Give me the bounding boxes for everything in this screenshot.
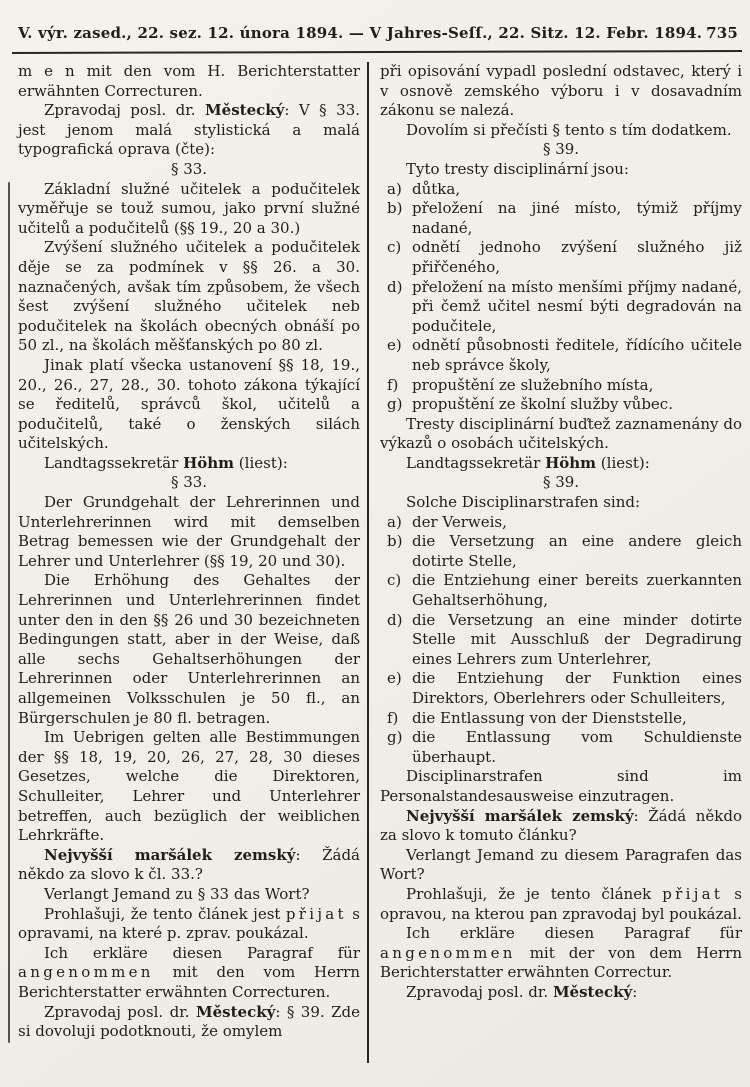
list-item (380, 611, 742, 670)
text-segment: Základní služné učitelek a podučitelek vyměřuje se touž sumou, jako první služné učitelů a podučitelů (§§ 19., 20 a 30.) (18, 179, 360, 237)
scan-edge-artifact (8, 182, 10, 1043)
text-segment: s opravou, na kterou pan zpravodaj byl poukázal. (380, 884, 743, 923)
section-heading (18, 473, 360, 493)
list-item-text: propuštění ze školní služby vůbec. (412, 395, 673, 414)
paragraph (18, 885, 360, 905)
list-marker: b) (387, 199, 403, 218)
list-marker: a) (387, 179, 402, 198)
text-segment: přijat (285, 904, 347, 923)
page-number: 735 (706, 24, 738, 42)
right-column (369, 62, 742, 1063)
paragraph (380, 121, 742, 141)
text-segment: Die Erhöhung des Gehaltes der Lehrerinnen und Unterlehrerinnen findet unter den in den §§ 26 und 30 bezeichneten Bedingungen statt, aber in der Weise, daß alle sechs Gehaltserhöhungen der Lehrerinnen oder Unterlehrerinnen an allgemeinen Volksschulen je 50 fl., an Bürgerschulen je 80 fl. betragen. (18, 571, 360, 727)
list-marker: a) (387, 512, 402, 531)
speaker-name: Městecký (552, 982, 633, 1001)
list-item-text: die Entziehung einer bereits zuerkannten Gehaltserhöhung, (412, 571, 742, 610)
text-segment: Dovolím si přečísti § tento s tím dodatkem. (406, 120, 732, 139)
list-marker: e) (387, 336, 402, 355)
list-item (380, 336, 742, 375)
text-segment: Jinak platí všecka ustanovení §§ 18, 19., 20., 26., 27, 28., 30. tohoto zákona týkající se ředitelů, správců škol, učitelů a podučitelů, také o ženských silách učitelských. (18, 355, 360, 453)
speaker-name: Höhm (183, 453, 235, 472)
list-item (380, 238, 742, 277)
text-segment: (liest): (234, 453, 288, 472)
text-segment: s opravami, na které p. zprav. poukázal. (18, 904, 360, 943)
speech-paragraph (18, 1003, 360, 1042)
list-item-text: die Entlassung von der Dienststelle, (412, 708, 687, 727)
text-segment: : (632, 982, 638, 1001)
text-segment: Ich erkläre diesen Paragraf für (44, 943, 360, 962)
section-heading (18, 160, 360, 180)
paragraph (18, 238, 360, 356)
text-segment: Disciplinarstrafen sind im Personalstandesausweise einzutragen. (380, 767, 742, 805)
text-segment: Tyto tresty disciplinární jsou: (406, 159, 629, 178)
paragraph (380, 924, 742, 983)
text-segment: Der Grundgehalt der Lehrerinnen und Unterlehrerinnen wird mit demselben Betrag bemessen wie der Grundgehalt der Lehrer und Unterlehrer (§§ 19, 20 und 30). (18, 493, 360, 570)
section-heading (380, 140, 742, 160)
section-heading-text: § 33. (170, 473, 208, 492)
speaker-name: Höhm (545, 453, 597, 472)
list-item-text: odnětí působnosti ředitele, řídícího učitele neb správce školy, (412, 336, 742, 374)
list-item-text: die Entlassung vom Schuldienste überhaupt. (412, 728, 742, 766)
list-marker: f) (387, 375, 399, 394)
ordered-list (380, 513, 742, 768)
list-item-text: die Entziehung der Funktion eines Direktors, Oberlehrers oder Schulleiters, (412, 669, 742, 707)
list-item (380, 728, 742, 767)
list-item-text: der Verweis, (412, 512, 507, 531)
paragraph (18, 356, 360, 454)
text-segment: Verlangt Jemand zu § 33 das Wort? (44, 884, 310, 903)
paragraph (18, 180, 360, 239)
list-item (380, 709, 742, 729)
paragraph (18, 571, 360, 728)
text-segment: Landtagssekretär (406, 453, 546, 472)
speech-paragraph (18, 101, 360, 160)
paragraph (18, 493, 360, 571)
list-item-text: die Versetzung an eine andere gleich dotirte Stelle, (412, 532, 742, 570)
speaker-name: Nejvyšší maršálek zemský (406, 806, 634, 825)
text-segment: : Žádá někdo za slovo k čl. 33.? (18, 845, 360, 884)
list-marker: e) (387, 669, 402, 688)
paragraph (18, 62, 360, 101)
speech-paragraph (380, 454, 742, 474)
list-item (380, 571, 742, 610)
list-marker: d) (387, 610, 403, 629)
speaker-name: Městecký (196, 1002, 276, 1021)
text-segment: Zpravodaj posl. dr. (44, 101, 206, 120)
section-heading-text: § 39. (542, 473, 580, 492)
list-marker: b) (387, 532, 403, 551)
section-heading (380, 473, 742, 493)
left-column (18, 62, 367, 1063)
speech-paragraph (380, 807, 742, 846)
text-segment: Landtagssekretär (44, 453, 184, 472)
paragraph (380, 160, 742, 180)
speaker-name: Městecký (205, 101, 285, 120)
section-heading-text: § 39. (542, 140, 580, 159)
text-segment: m e n mit den vom H. Berichterstatter erwähnten Correcturen. (18, 62, 360, 100)
list-marker: d) (387, 277, 403, 296)
paragraph (18, 905, 360, 944)
paragraph (380, 846, 742, 885)
paragraph (380, 415, 742, 454)
list-item-text: odnětí jednoho zvýšení služného již přiřčeného, (412, 238, 742, 276)
page-header (18, 24, 738, 42)
text-segment: Solche Disciplinarstrafen sind: (406, 493, 641, 512)
text-segment: angenommen (18, 963, 154, 982)
speech-paragraph (18, 846, 360, 885)
paragraph (18, 944, 360, 1003)
text-segment: Prohlašuji, že je tento článek (406, 884, 663, 903)
text-segment: mit den vom Herrn Berichterstatter erwähnten Correcturen. (18, 963, 360, 1001)
list-item (380, 180, 742, 200)
paragraph (18, 728, 360, 846)
list-item-text: důtka, (412, 179, 461, 198)
paragraph (380, 62, 742, 121)
text-segment: Verlangt Jemand zu diesem Paragrafen das Wort? (380, 845, 742, 884)
text-segment: : V § 33. jest jenom malá stylistická a malá typografická oprava (čte): (18, 101, 361, 159)
text-segment: Zpravodaj posl. dr. (44, 1002, 196, 1021)
list-item (380, 532, 742, 571)
text-segment: Ich erkläre diesen Paragraf für (406, 924, 742, 943)
text-segment: Prohlašuji, že tento článek jest (44, 904, 286, 923)
list-item (380, 669, 742, 708)
list-marker: c) (387, 571, 402, 590)
list-item (380, 395, 742, 415)
text-segment: mit der von dem Herrn Berichterstatter erwähnten Correctur. (380, 943, 742, 982)
list-item-text: die Versetzung an eine minder dotirte Stelle mit Ausschluß der Degradirung eines Lehrers zum Unterlehrer, (412, 610, 742, 668)
text-segment: přijat (662, 884, 724, 903)
paragraph (380, 767, 742, 806)
list-item (380, 278, 742, 337)
speech-paragraph (18, 454, 360, 474)
list-marker: g) (387, 728, 403, 747)
list-marker: f) (387, 708, 399, 727)
paragraph (380, 885, 742, 924)
text-segment: : Žádá někdo za slovo k tomuto článku? (380, 806, 742, 845)
header-session-info: V. výr. zased., 22. sez. 12. února 1894. — V Jahres-Seſſ., 22. Sitz. 12. Febr. 1894. (18, 24, 703, 42)
list-item-text: přeložení na jiné místo, týmiž příjmy nadané, (412, 199, 742, 237)
section-heading-text: § 33. (170, 159, 208, 178)
list-item (380, 199, 742, 238)
list-item (380, 513, 742, 533)
list-item-text: propuštění ze služebního místa, (412, 375, 654, 394)
text-segment: při opisování vypadl poslední odstavec, který i v osnově zemského výboru i v dosavadním zákonu se nalezá. (380, 62, 742, 120)
speech-paragraph (380, 983, 742, 1003)
header-rule (12, 50, 742, 54)
text-segment: (liest): (596, 453, 650, 472)
text-segment: angenommen (380, 943, 516, 962)
text-segment: Tresty disciplinární buďtež zaznamenány do výkazů o osobách učitelských. (380, 414, 742, 453)
ordered-list (380, 180, 742, 415)
text-segment: Zvýšení služného učitelek a podučitelek děje se za podmínek v §§ 26. a 30. naznačených, avšak tím způsobem, že všech šest zvýšení služného učitelek neb podučitelek na školách obecných obnáší po 50 zl., na školách měšťanských po 80 zl. (18, 238, 360, 355)
speaker-name: Nejvyšší maršálek zemský (44, 845, 296, 864)
text-segment: Zpravodaj posl. dr. (406, 982, 553, 1001)
list-marker: g) (387, 395, 403, 414)
list-marker: c) (387, 238, 402, 257)
text-segment: Im Uebrigen gelten alle Bestimmungen der §§ 18, 19, 20, 26, 27, 28, 30 dieses Gesetzes, welche die Direktoren, Schulleiter, Lehrer und Unterlehrer betreffen, auch bezüglich der weiblichen Lehrkräfte. (18, 728, 360, 845)
text-columns (18, 62, 742, 1063)
list-item (380, 376, 742, 396)
text-segment: : § 39. Zde si dovoluji podotknouti, že omylem (18, 1002, 360, 1041)
list-item-text: přeložení na místo menšími příjmy nadané, při čemž učitel nesmí býti degradován na podučitele, (412, 277, 742, 335)
paragraph (380, 493, 742, 513)
